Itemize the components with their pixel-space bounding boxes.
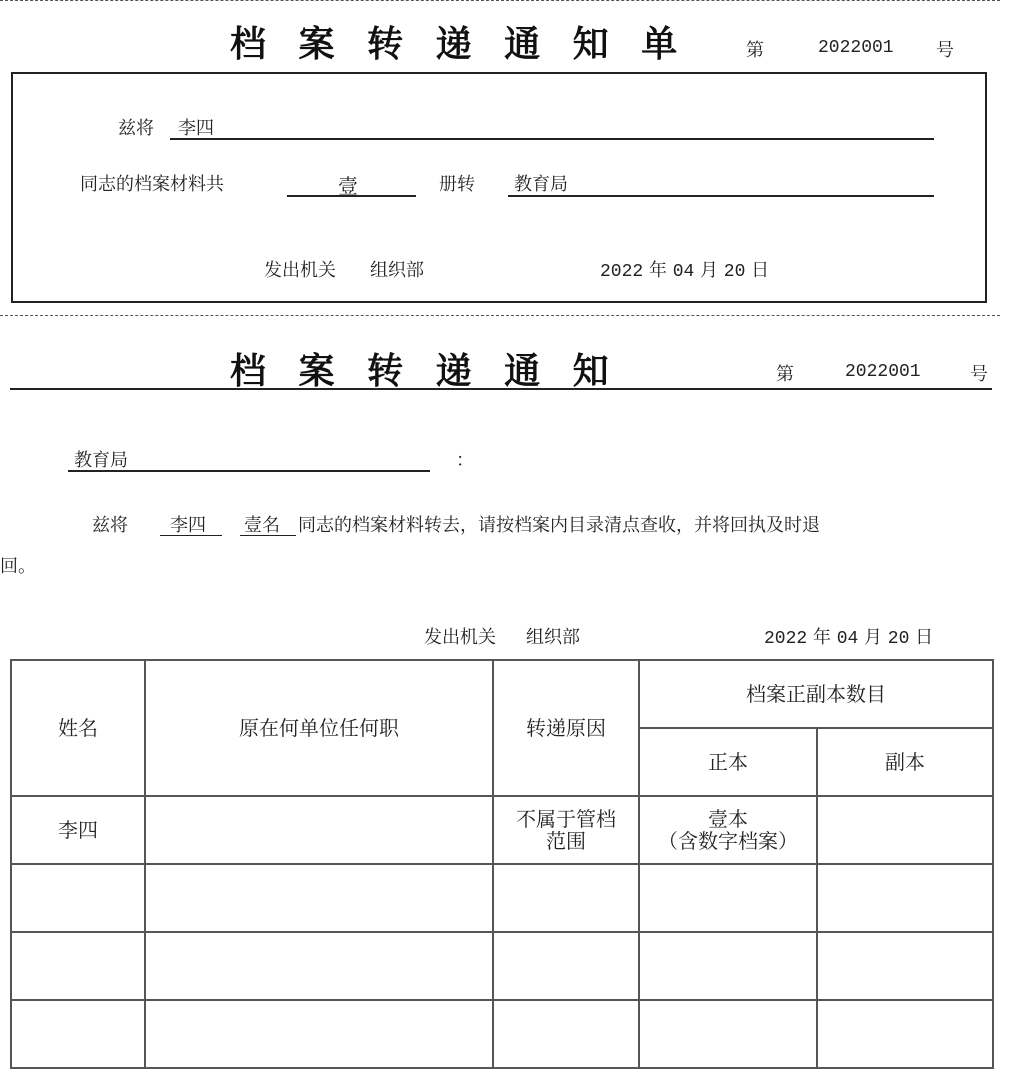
notice-issuer: 组织部 [526,627,580,648]
table-row [11,1000,993,1068]
table-row [11,796,993,864]
notice-number-value: 2022001 [845,362,921,382]
cell-position [145,796,493,864]
notice-body-prefix: 兹将 [92,515,128,536]
notice-number-suffix: 号 [970,364,988,385]
notice-date: 2022 年 04 月 20 日 [764,627,934,649]
header-duplicate: 副本 [817,728,993,796]
cell-reason: 不属于管档 范围 [493,796,639,864]
notice-title-rule [10,388,992,390]
stub-person-underline [170,138,934,140]
stub-title: 档 案 转 递 通 知 单 [230,23,688,65]
notice-date-day: 20 [887,629,910,649]
stub-line2-label: 同志的档案材料共 [80,174,224,195]
stub-number-suffix: 号 [936,40,954,61]
notice-recipient-underline [68,470,430,472]
cell-duplicate [817,796,993,864]
notice-recipient-colon: ： [456,450,474,471]
notice-body-person: 李四 [170,515,206,536]
stub-date-month: 04 [672,262,695,282]
stub-number-value: 2022001 [818,38,894,58]
stub-date-year: 2022 [600,262,644,282]
notice-person-underline [160,535,222,536]
stub-line1-label: 兹将 [118,118,154,139]
middle-dashed-divider [0,315,1000,316]
stub-number-prefix: 第 [746,40,764,61]
notice-issuer-label: 发出机关 [424,627,496,648]
notice-body-wrap: 回。 [0,556,36,577]
stub-person-name: 李四 [178,118,214,139]
cell-name: 李四 [11,796,145,864]
notice-body-count: 壹名 [244,515,280,536]
stub-issuer: 组织部 [370,260,424,281]
notice-date-month: 04 [836,629,859,649]
header-reason: 转递原因 [493,660,639,796]
header-name: 姓名 [11,660,145,796]
notice-body-text: 同志的档案材料转去，请按档案内目录清点查收，并将回执及时退 [298,515,820,536]
header-copies: 档案正副本数目 [639,660,993,728]
stub-destination: 教育局 [514,174,568,195]
stub-issuer-label: 发出机关 [264,260,336,281]
stub-count-value: 壹 [338,174,358,198]
notice-number-prefix: 第 [776,364,794,385]
header-position: 原在何单位任何职 [145,660,493,796]
cell-original: 壹本 （含数字档案） [639,796,817,864]
stub-count-underline [287,195,416,197]
header-original: 正本 [639,728,817,796]
table-row [11,932,993,1000]
stub-date-day: 20 [723,262,746,282]
top-dashed-divider [0,0,1000,1]
notice-recipient: 教育局 [74,450,128,471]
stub-date: 2022 年 04 月 20 日 [600,260,770,282]
notice-date-year: 2022 [764,629,808,649]
stub-destination-underline [508,195,934,197]
stub-transfer-label: 册转 [439,174,475,195]
notice-count-underline [240,535,296,536]
table-row [11,864,993,932]
transfer-table [10,659,994,1069]
notice-title: 档 案 转 递 通 知 [230,350,619,392]
